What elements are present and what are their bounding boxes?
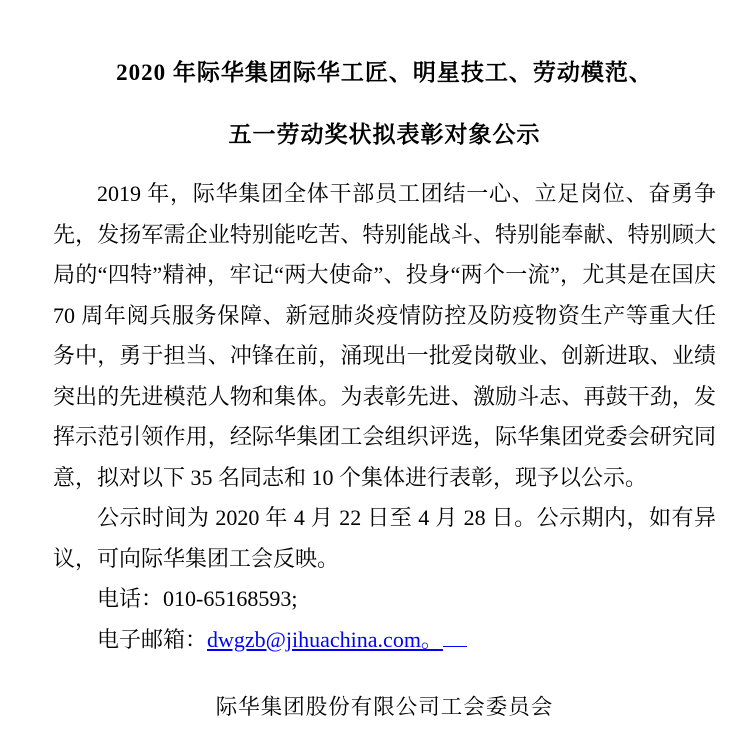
body-line-6: 突出的先进模范人物和集体。为表彰先进、激励斗志、再鼓干劲，发 (53, 383, 716, 409)
phone-line (53, 579, 716, 620)
body-line-8: 意，拟对以下 35 名同志和 10 个集体进行表彰，现予以公示。 (53, 464, 648, 490)
document-content (53, 0, 716, 728)
body-line-9: 公示时间为 2020 年 4 月 22 日至 4 月 28 日。公示期内，如有异 (97, 505, 716, 530)
title-line-2: 五一劳动奖状拟表彰对象公示 (228, 122, 541, 147)
phone-label: 电话： (97, 586, 164, 611)
body-line-7: 挥示范引领作用，经际华集团工会组织评选，际华集团党委会研究同 (53, 424, 716, 449)
email-underline-tail (443, 624, 467, 647)
document-title (53, 0, 716, 166)
body-line-4: 70 周年阅兵服务保障、新冠肺炎疫情防控及防疫物资生产等重大任 (53, 302, 716, 328)
body-line-5: 务中，勇于担当、冲锋在前，涌现出一批爱岗敬业、创新进取、业绩 (53, 343, 716, 368)
document-body (53, 174, 716, 660)
body-line-2: 先，发扬军需企业特别能吃苦、特别能战斗、特别能奉献、特别顾大 (53, 221, 716, 247)
title-line-1: 2020 年际华集团际华工匠、明星技工、劳动模范、 (116, 60, 653, 85)
body-line-10: 议，可向际华集团工会反映。 (53, 545, 340, 571)
email-line (53, 620, 716, 661)
email-link[interactable]: dwgzb@jihuachina.com。 (207, 626, 443, 652)
body-line-3: 局的“四特”精神，牢记“两大使命”、投身“两个一流”，尤其是在国庆 (53, 262, 716, 287)
body-line-1: 2019 年，际华集团全体干部员工团结一心、立足岗位、奋勇争 (97, 181, 716, 206)
email-label: 电子邮箱： (97, 626, 208, 652)
phone-number: 010-65168593; (163, 586, 298, 611)
document-footer-signature: 际华集团股份有限公司工会委员会 (215, 695, 554, 719)
